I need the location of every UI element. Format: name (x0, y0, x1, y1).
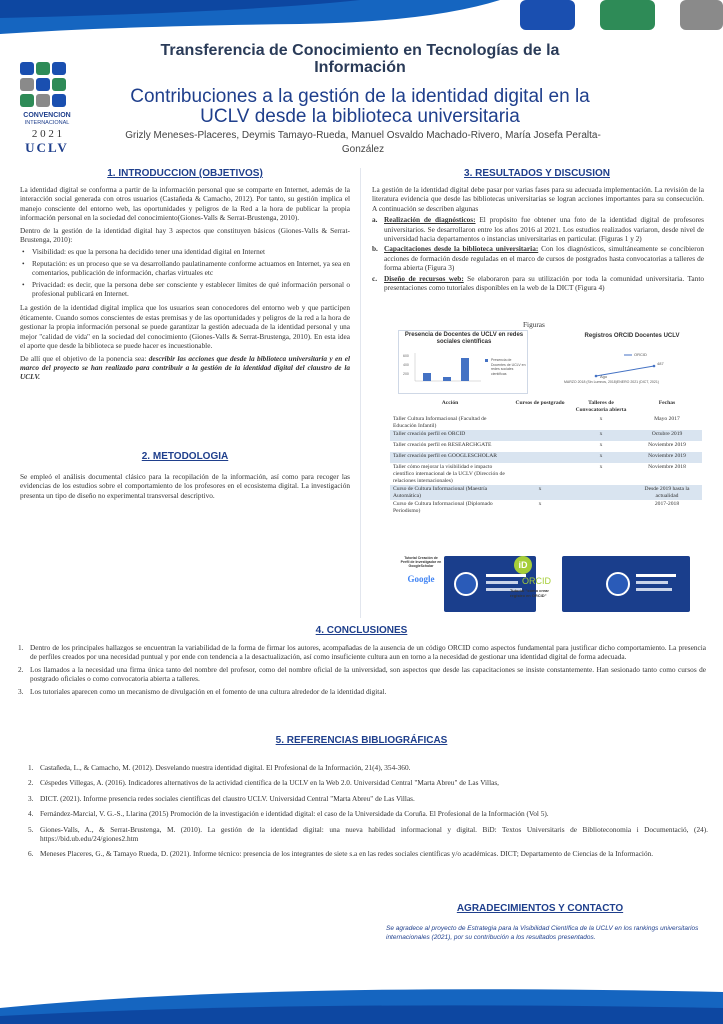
table-header: Acción (441, 400, 459, 406)
section5-heading: 5. REFERENCIAS BIBLIOGRÁFICAS (275, 735, 448, 746)
figure2-chart (564, 330, 690, 394)
table-row (390, 485, 702, 500)
conclusions-list (18, 643, 706, 696)
table-cell (510, 452, 570, 463)
ack-text: Se agradece al proyecto de Estrategia para la Visibilidad Científica de la UCLV en los rankings universitarios internacionales (2021), por su contribución a los resultados presentados. (386, 925, 699, 941)
table-cell: Noviembre 2019 (632, 452, 702, 463)
svg-text:400: 400 (403, 363, 409, 367)
table-cell: Mayo 2017 (654, 416, 680, 423)
top-decoration (0, 0, 723, 40)
list-item: 4. Fernández-Marcial, V. G.-S., Llarina (2015) Promoción de la investigación e identidad digital: el caso de la Universidade da Coruña. El Profesional de la Información (Vol 5). (28, 809, 549, 819)
table-cell (510, 415, 570, 430)
table-cell: Taller creación perfil en GOOGLESCHOLAR (390, 452, 510, 463)
figure2-plot (572, 350, 690, 394)
table-cell: x (538, 501, 542, 508)
results-list (372, 215, 704, 292)
list-item: 2. Los llamados a la necesidad una firma única tanto del nombre del profesor, como del nombre oficial de la universidad, son aspectos que desde las capacitaciones se insiste constantemente. Han sesionado tanto como cursos de postgrado oficiales o como convocatoria abierta a talleres. (18, 664, 706, 684)
table-cell: Taller cómo mejorar la visibilidad e impacto científico internacional de la UCLV (Dirección de relaciones internacionales) (393, 464, 505, 484)
list-item: 3. DICT. (2021). Informe presencia redes sociales científicas del claustro UCLV. Universidad Central "Marta Abreu" de Las Villas. (28, 793, 415, 803)
table-cell: x (570, 430, 632, 441)
table-cell: Octubre 2019 (632, 430, 702, 441)
bottom-decoration (0, 974, 723, 1024)
table-cell: Noviembre 2018 (648, 464, 686, 471)
aspects-list (20, 247, 350, 298)
table-cell (510, 463, 570, 485)
table-cell: x (599, 416, 603, 423)
section3-p1: La gestión de la identidad digital debe pasar por varias fases para su adecuada implementación. La revisión de la literatura evidencia que desde las bibliotecas universitarias se logran acciones importantes para su consecución. A continuación se describen algunas (372, 185, 704, 213)
table-cell: Desde 2019 hasta la actualidad (632, 485, 702, 500)
objective-text: describir las acciones que desde la biblioteca universitaria y en el marco del proyecto se han realizado para contribuir a la gestión de la identidad digital del claustro de la UCLV. (20, 353, 350, 382)
table-cell: Taller creación perfil en ORCID (390, 430, 510, 441)
list-item: • Visibilidad: es que la persona ha decidido tener una identidad digital en Internet (20, 247, 350, 256)
logo-line2: INTERNACIONAL (24, 120, 70, 126)
svg-text:600: 600 (403, 354, 409, 358)
figure2-legend: ORCID (634, 352, 647, 357)
section3-heading: 3. RESULTADOS Y DISCUSION (464, 168, 610, 179)
logo-year: 2 0 2 1 (31, 128, 63, 140)
convention-logo (14, 62, 74, 157)
list-item: 6. Meneses Placeres, G., & Tamayo Rueda, D. (2021). Informe técnico: presencia de los integrantes de siete s.a en las redes sociales científicas y/o académicas. DICT; Departamento de Ciencias de la Información. (28, 849, 654, 859)
section2-heading: 2. METODOLOGIA (141, 451, 229, 462)
section1-objective (20, 354, 350, 382)
authors: Grizly Meneses-Placeres, Deymis Tamayo-Rueda, Manuel Osvaldo Machado-Rivero, María Josefa Peralta-González (125, 130, 601, 155)
list-item: 1. Dentro de los principales hallazgos se encuentran la variabilidad de la forma de firmar los autores, acompañadas de la ausencia de un código ORCID como aspectos fundamental para justificar dicho comportamiento. La presencia de perfiles creados por una necesidad puntual y por ende con tendencia a la desactualización, así como insuficiente cultura aun en torno a la necesidad de gestionar una identidad digital de forma adecuada. (18, 643, 706, 662)
objective-lead: De allí que el objetivo de la ponencia sea: (20, 353, 147, 363)
orcid-id-icon: iD (514, 556, 532, 574)
table-header: Cursos de postgrado (515, 400, 565, 406)
table-row (390, 500, 702, 515)
column-divider (360, 168, 361, 618)
table-header: Talleres de Convocatoria abierta (575, 400, 627, 413)
section1-p2: Dentro de la gestión de la identidad digital hay 3 aspectos que constituyen básicos (Giones-Valls & Serrat-Brustenga, 2010): (20, 225, 350, 245)
tutorial-orcid-slide (562, 556, 690, 612)
section2-body: Se empleó el análisis documental clásico para la recopilación de la información, así como para recoger las evidencias de los estudios sobre el comportamiento de los profesores en el ecosistema digital. La investigación presenta un tipo de diseño no experimental transversal descriptivo. (20, 472, 350, 500)
table-cell: x (570, 452, 632, 463)
table-cell (510, 430, 570, 441)
tutorial-scholar-card (400, 556, 442, 606)
list-item: a. Realización de diagnósticos: El propósito fue obtener una foto de la identidad digital de profesores universitarios. Se desarrollaron entre los años 2016 al 2021. Los estudios realizados variaron, desde nivel de universidad hacia departamentos o instancias universitarias en particular. (Figuras 1 y 2) (372, 215, 704, 244)
figure2-title: Registros ORCID Docentes UCLV (584, 333, 680, 339)
tutorial-orcid-text: Tutorial "cómo crear registro en ORCID" (510, 588, 549, 598)
table-cell: x (599, 464, 603, 471)
section1-heading: 1. INTRODUCCION (OBJETIVOS) (107, 168, 263, 179)
table-cell (570, 500, 632, 515)
table-cell: 2017-2018 (654, 501, 680, 508)
figure1-chart (398, 330, 528, 394)
table-row (390, 463, 702, 485)
list-item: 5. Giones-Valls, A., & Serrat-Brustenga, M. (2010). La gestión de la identidad digital: una nueva habilidad informacional y digital. BiD: Textos Universitaris de Biblioteconomia i Documentació, (24). https://bid.ub.edu/24/giones2.htm (28, 824, 708, 844)
training-table (390, 398, 702, 516)
section4-heading: 4. CONCLUSIONES (315, 625, 408, 636)
table-cell: Curso de Cultura Informacional (Diplomado Periodismo) (393, 501, 493, 514)
table-header: Fechas (658, 400, 676, 406)
table-cell (570, 485, 632, 500)
section1-p1: La identidad digital se conforma a partir de la información personal que se comparte en Internet, además de la interacción social generada con otros usuarios (Castañeda & Camacho, 2012). Por tanto, su gestión implica el manejo consciente del entorno web, las oportunidades y peligros de la Red a la hora de publicar la propia información personal en la sociedad del conocimiento(Giones-Valls & Serrat-Brustenga, 2010). (20, 185, 350, 223)
svg-text:200: 200 (403, 372, 409, 376)
figures-label: Figuras (523, 320, 545, 329)
list-item: 2. Céspedes Villegas, A. (2016). Indicadores alternativos de la actividad científica de la UCLV en la Web 2.0. Universidad Central "Marta Abreu" de Las Villas, (28, 778, 500, 788)
tutorial-scholar-text: Tutorial Creación de Perfil de Investigador en GoogleScholar (400, 556, 442, 569)
table-row (390, 441, 702, 452)
list-item: 3. Los tutoriales aparecen como un mecanismo de divulgación en el fomento de una cultura alrededor de la identidad digital. (18, 686, 387, 696)
figure2-footer: MARZO 2018 (Sin Lumnos, 2018)ENERO 2021 (DICT, 2021) (564, 380, 659, 384)
table-cell: x (510, 485, 570, 500)
table-cell (510, 441, 570, 452)
table-row (390, 452, 702, 463)
paper-title: Contribuciones a la gestión de la identidad digital en la UCLV desde la biblioteca universitaria (130, 86, 590, 127)
table-row (390, 430, 702, 441)
university-seal-icon (606, 572, 630, 596)
section3-body (372, 185, 704, 293)
orcid-logo: ORCID (522, 576, 551, 586)
logo-line1: CONVENCION (23, 112, 71, 119)
list-item: • Reputación: es un proceso que se va desarrollando paulatinamente conforme actuamos en Internet, ya sea en comentarios, publicación de información, charlas virtuales etc (20, 259, 350, 278)
figure2-label-first: Ago (600, 374, 608, 379)
figure1-title: Presencia de Docentes de UCLV en redes sociales científicas (404, 332, 524, 345)
figure1-legend: Presencia de Docentes de UCLV en redes sociales científicas (491, 358, 526, 376)
table-cell: Curso de Cultura Informacional (Maestría Automática) (390, 485, 510, 500)
logo-org: UCLV (25, 140, 69, 155)
table-cell: Taller creación perfil en RESEARCHGATE (393, 442, 492, 449)
references-list (28, 757, 708, 865)
tutorial-orcid-card (510, 556, 562, 612)
google-logo: Google (407, 573, 435, 584)
table-cell: Taller Cultura Informacional (Facultad de Educación Infantil) (393, 416, 487, 429)
list-item: 1. Castañeda, L., & Camacho, M. (2012). Desvelando nuestra identidad digital. El Profesional de la Información, 21(4), 354-360. (28, 763, 411, 772)
event-title: Transferencia de Conocimiento en Tecnologías de la Información (160, 42, 560, 76)
list-item: • Privacidad: es decir, que la persona debe ser consciente y establecer límites de qué información personal o profesional publicará en Internet. (20, 280, 350, 299)
list-item: b. Capacitaciones desde la biblioteca universitaria: Con los diagnósticos, simultáneamente se concibieron acciones de formación desde reguladas en el marco de cursos de postgrados hasta convocatorias a talleres de forma abierta (Figura 3) (372, 244, 705, 273)
list-item: c. Diseño de recursos web: Se elaboraron para su utilización por toda la comunidad universitaria. Tanto presentaciones como tutoriales disponibles en la web de la DICT (Figura 4) (372, 273, 704, 293)
section1-p3: La gestión de la identidad digital implica que los usuarios sean conocedores del entorno web y que participen éticamente. Cuando somos conscientes de estas premisas y de las oportunidades y peligros de la red a la hora de gestionar la propia información personal se puede garantizar la gestión adecuada de la identidad personal y una mejor "calidad de vida" en la sociedad del conocimiento (Giones-Valls & Serrat-Brustenga, 2010). En esta idea el aporte que desde la biblioteca se puede hacer es incuestionable. (20, 303, 350, 351)
table-cell: Noviembre 2019 (648, 442, 686, 449)
table-row (390, 415, 702, 430)
university-seal-icon (454, 572, 478, 596)
table-cell: x (599, 442, 603, 449)
ack-heading: AGRADECIMIENTOS Y CONTACTO (456, 903, 624, 914)
figure2-label-last: 487 (657, 361, 664, 366)
section1-body (20, 185, 350, 382)
